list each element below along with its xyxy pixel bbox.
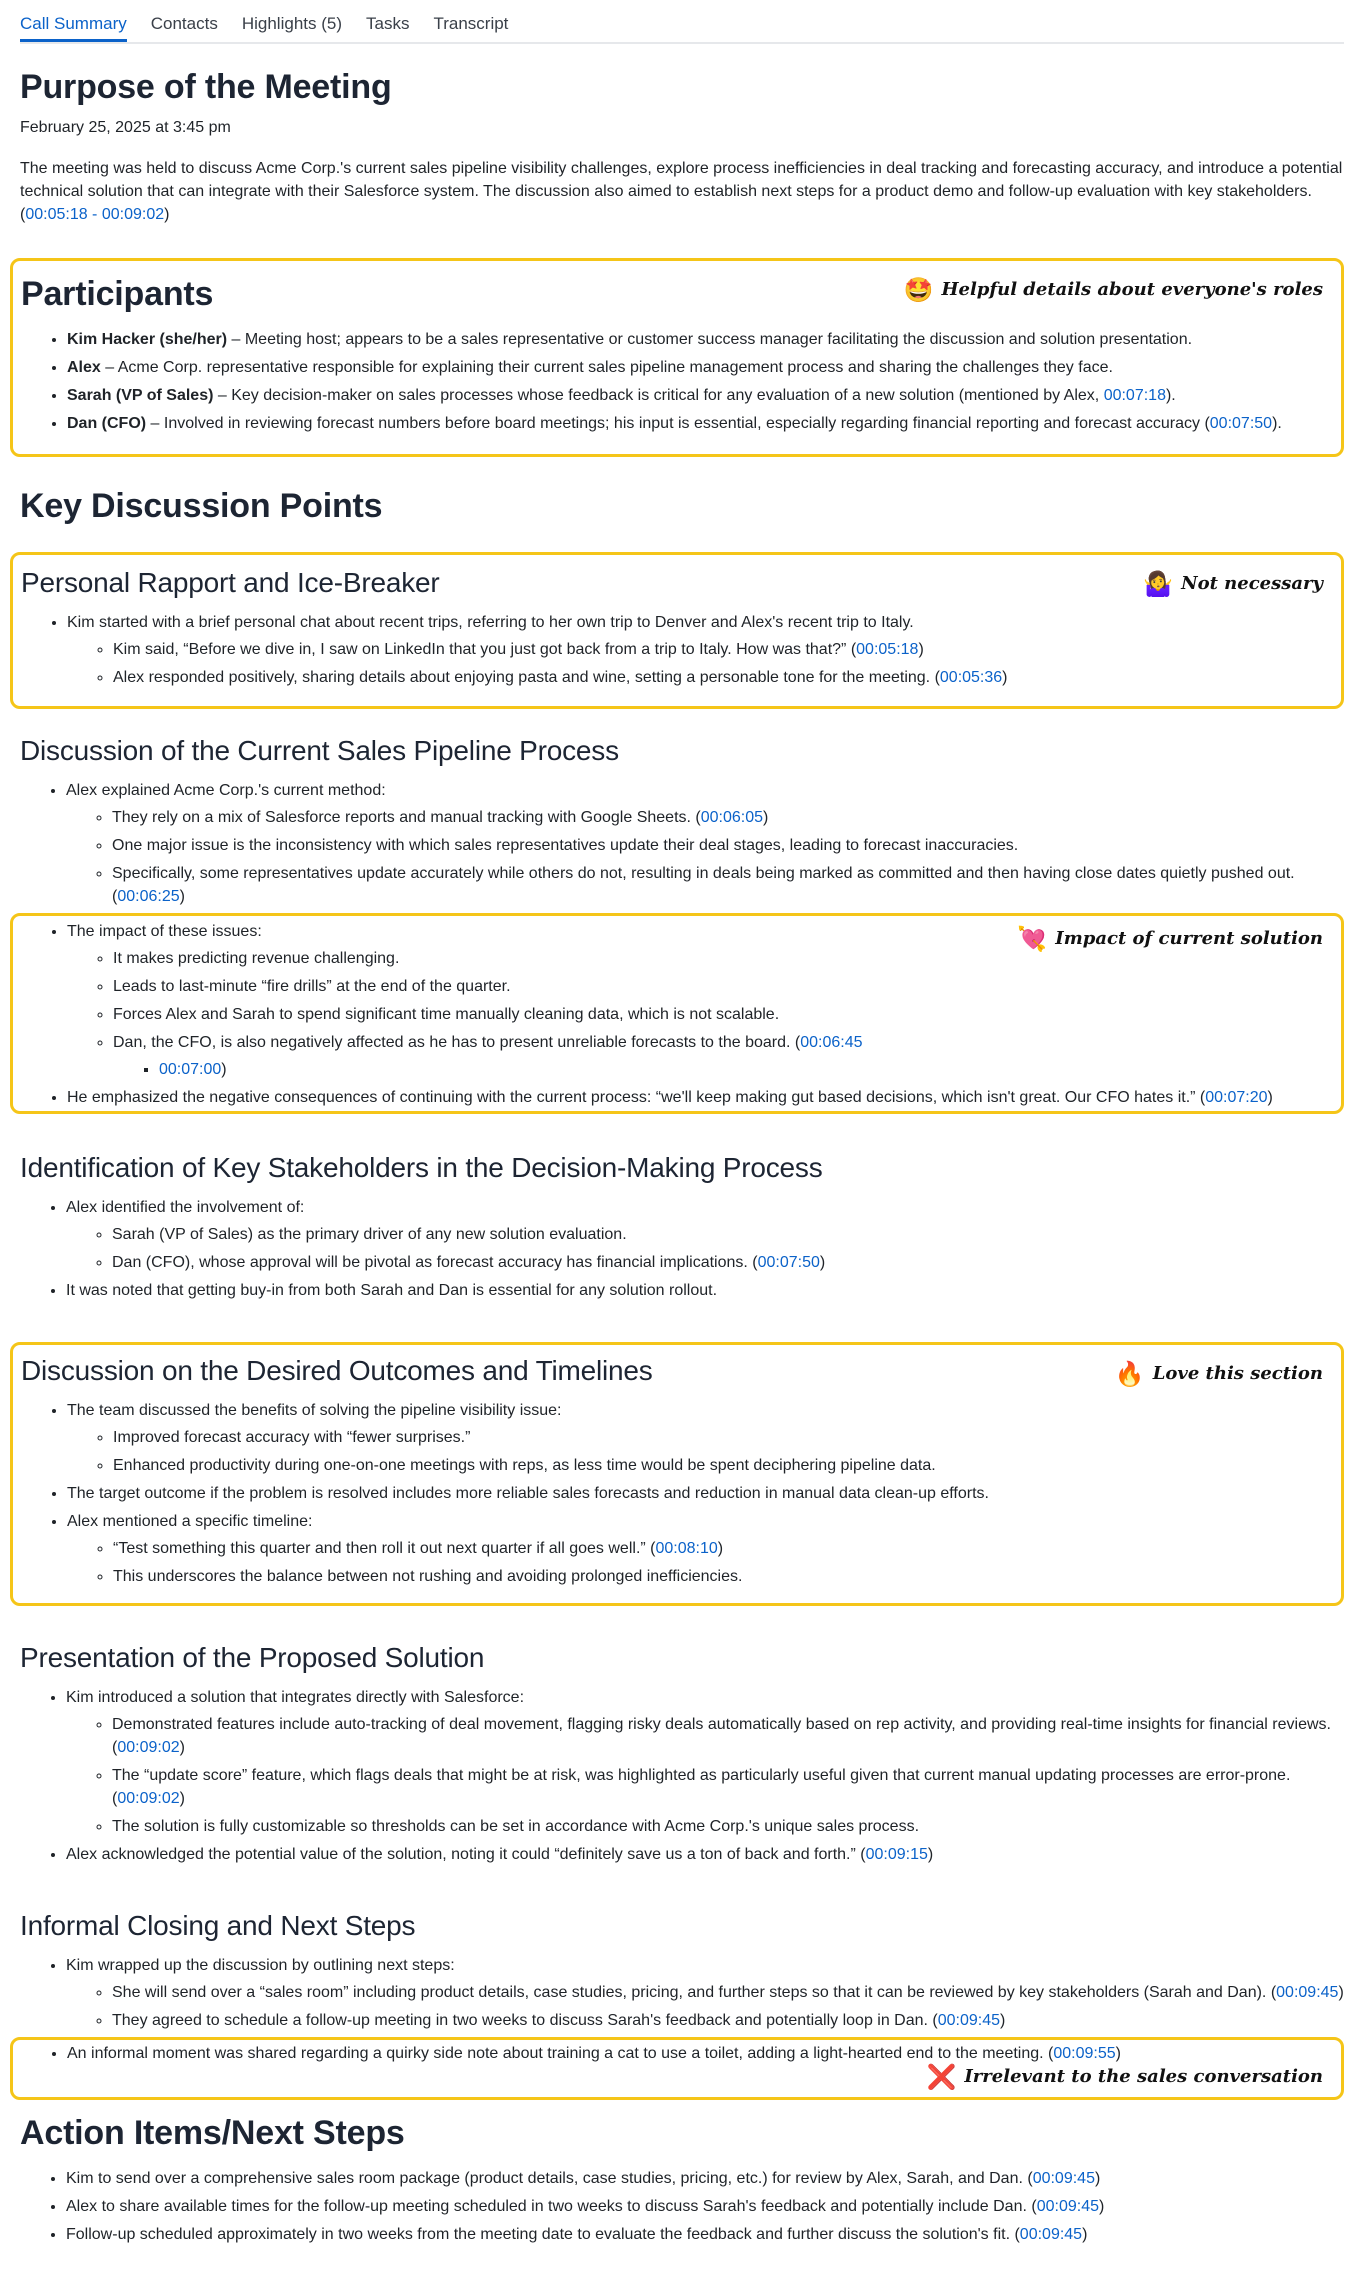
list-item-text: The “update score” feature, which flags deals that might be at risk, was highlighted as particularly useful given that current manual updating processes are error-prone. ( <box>112 1767 1291 1807</box>
list-item: ◦ They agreed to schedule a follow-up meeting in two weeks to discuss Sarah's feedback and potentially loop in Dan. (00:09:45) <box>112 2009 1344 2032</box>
list-item <box>66 1954 1344 2032</box>
tab-tasks[interactable]: Tasks <box>366 14 410 33</box>
solution-list <box>20 1686 1344 1866</box>
timestamp-link[interactable]: 00:06:05 <box>700 809 764 826</box>
stakeholders-list <box>20 1196 1344 1302</box>
highlight-note <box>927 2062 1324 2091</box>
sub-list <box>66 1713 1344 1838</box>
list-item: ◦ “Test something this quarter and then roll it out next quarter if all goes well.” (00:08:10) <box>113 1537 1333 1560</box>
list-item-text: Alex identified the involvement of: <box>66 1199 305 1216</box>
participant-desc: – Key decision-maker on sales processes whose feedback is critical for any evaluation of a new solution (mentioned by Alex, <box>213 387 1104 404</box>
participant-name: Kim Hacker (she/her) <box>67 331 228 348</box>
timestamp-link[interactable]: 00:06:25 <box>117 888 180 905</box>
timestamp-link[interactable]: 00:07:50 <box>757 1254 820 1271</box>
list-item <box>113 1003 1333 1026</box>
list-item-text: “Test something this quarter and then roll it out next quarter if all goes well.” ( <box>113 1540 656 1557</box>
action-item: • Alex to share available times for the follow-up meeting scheduled in two weeks to discuss Sarah's feedback and potentially include Dan. (00:09:45) <box>66 2195 1344 2218</box>
list-item-text: It makes predicting revenue challenging. <box>113 950 400 967</box>
list-item-text: The target outcome if the problem is resolved includes more reliable sales forecasts and reduction in manual data clean-up efforts. <box>67 1485 989 1502</box>
solution-section <box>20 1642 1344 1866</box>
sub-list <box>67 638 1333 689</box>
timestamp-link[interactable]: 00:08:10 <box>655 1540 718 1557</box>
action-item-text: Kim to send over a comprehensive sales room package (product details, case studies, pricing, etc.) for review by Alex, Sarah, and Dan. ( <box>66 2170 1033 2187</box>
list-item <box>66 1279 1344 1302</box>
solution-title: Presentation of the Proposed Solution <box>20 1642 485 1673</box>
pipeline-list <box>20 779 1344 908</box>
meeting-date: February 25, 2025 at 3:45 pm <box>20 119 231 136</box>
list-item <box>66 1196 1344 1274</box>
timestamp-link[interactable]: 00:09:55 <box>1053 2045 1116 2062</box>
highlight-note <box>1143 569 1323 598</box>
participant-tail: ). <box>1165 387 1176 404</box>
list-item-text: The team discussed the benefits of solving the pipeline visibility issue: <box>67 1402 562 1419</box>
action-item-text: Follow-up scheduled approximately in two weeks from the meeting date to evaluate the feedback and further discuss the solution's fit. ( <box>66 2226 1020 2243</box>
highlight-note-text: Irrelevant to the sales conversation <box>964 2066 1323 2087</box>
timestamp-link[interactable]: 00:09:45 <box>1032 2170 1095 2187</box>
list-item <box>113 1565 1333 1588</box>
list-item: ◦ Demonstrated features include auto-tracking of deal movement, flagging risky deals automatically based on rep activity, and providing real-time insights for financial reviews. (00:09:02) <box>112 1713 1344 1759</box>
list-item: ◦ Kim said, “Before we dive in, I saw on LinkedIn that you just got back from a trip to Italy. How was that?” (00:05:18) <box>113 638 1333 661</box>
timestamp-link[interactable]: 00:05:36 <box>939 669 1003 686</box>
rapport-list <box>21 611 1333 689</box>
highlight-note-text: Impact of current solution <box>1055 928 1323 949</box>
list-item-text: Improved forecast accuracy with “fewer surprises.” <box>113 1429 471 1446</box>
list-item <box>66 779 1344 908</box>
list-item-text: They agreed to schedule a follow-up meeting in two weeks to discuss Sarah's feedback and potentially loop in Dan. ( <box>112 2012 938 2029</box>
list-item: ◦ Dan (CFO), whose approval will be pivotal as forecast accuracy has financial implications. (00:07:50) <box>112 1251 1344 1274</box>
sub-sub-list <box>113 1058 1333 1081</box>
participant-item <box>67 412 1333 435</box>
list-item-text: Alex acknowledged the potential value of the solution, noting it could “definitely save us a ton of back and forth.” ( <box>66 1846 866 1863</box>
timestamp-link[interactable]: 00:07:18 <box>1103 387 1166 404</box>
list-item-text: Kim said, “Before we dive in, I saw on LinkedIn that you just got back from a trip to Italy. How was that?” ( <box>113 641 857 658</box>
list-item-text: Leads to last-minute “fire drills” at the end of the quarter. <box>113 978 511 995</box>
list-item: ◦ Alex responded positively, sharing details about enjoying pasta and wine, setting a personable tone for the meeting. (00:05:36) <box>113 666 1333 689</box>
list-item <box>112 834 1344 857</box>
closing-list <box>20 1954 1344 2032</box>
list-item <box>112 1815 1344 1838</box>
closing-section <box>20 1910 1344 2100</box>
list-item: ▪ 00:07:00) <box>159 1058 1333 1081</box>
highlight-impact <box>10 913 1344 1114</box>
participant-name: Sarah (VP of Sales) <box>67 387 214 404</box>
list-item-text: This underscores the balance between not rushing and avoiding prolonged inefficiencies. <box>113 1568 743 1585</box>
purpose-body: The meeting was held to discuss Acme Corp.'s current sales pipeline visibility challenges, explore process inefficiencies in deal tracking and forecasting accuracy, and introduce a potential technical solution that can integrate with their Salesforce system. The discussion also aimed to establish next steps for a product demo and follow-up evaluation with key stakeholders. <box>20 160 1343 200</box>
timestamp-link[interactable]: 00:05:18 - 00:09:02 <box>25 206 165 223</box>
list-item-text: The solution is fully customizable so thresholds can be set in accordance with Acme Corp.'s unique sales process. <box>112 1818 920 1835</box>
timestamp-link[interactable]: 00:09:15 <box>865 1846 928 1863</box>
sub-list <box>67 1537 1333 1588</box>
highlight-outcomes <box>10 1342 1344 1606</box>
timestamp-link[interactable]: 00:09:02 <box>117 1790 180 1807</box>
list-item <box>112 1223 1344 1246</box>
stakeholders-section <box>20 1152 1344 1302</box>
list-item <box>67 1510 1333 1588</box>
cross-mark-emoji-icon: ❌ <box>926 2062 957 2091</box>
list-item-text: Dan, the CFO, is also negatively affected as he has to present unreliable forecasts to the board. ( <box>113 1034 801 1051</box>
list-item-text: The impact of these issues: <box>67 923 262 940</box>
timestamp-link[interactable]: 00:09:45 <box>1036 2198 1099 2215</box>
list-item <box>113 1454 1333 1477</box>
outcomes-title: Discussion on the Desired Outcomes and Timelines <box>21 1355 653 1386</box>
key-points-title: Key Discussion Points <box>20 487 383 525</box>
list-item-text: Alex mentioned a specific timeline: <box>67 1513 313 1530</box>
tab-contacts[interactable]: Contacts <box>150 14 218 33</box>
list-item <box>67 1482 1333 1505</box>
action-item-text: Alex to share available times for the follow-up meeting scheduled in two weeks to discuss Sarah's feedback and potentially include Dan. ( <box>66 2198 1037 2215</box>
list-item-text: It was noted that getting buy-in from both Sarah and Dan is essential for any solution rollout. <box>66 1282 718 1299</box>
list-item-text: Forces Alex and Sarah to spend significant time manually cleaning data, which is not scalable. <box>113 1006 780 1023</box>
highlight-note <box>1115 1359 1323 1388</box>
list-item-text: He emphasized the negative consequences of continuing with the current process: “we'll keep making gut based decisions, which isn't great. Our CFO hates it.” ( <box>67 1089 1206 1106</box>
highlight-note <box>904 275 1323 304</box>
pipeline-section <box>20 735 1344 1114</box>
participants-title: Participants <box>21 275 214 313</box>
list-item-text: Kim introduced a solution that integrates directly with Salesforce: <box>66 1689 525 1706</box>
participant-item <box>67 328 1333 351</box>
participant-desc: – Acme Corp. representative responsible for explaining their current sales pipeline management process and sharing the challenges they face. <box>100 359 1113 376</box>
participant-item <box>67 384 1333 407</box>
list-item: ◦ She will send over a “sales room” including product details, case studies, pricing, and further steps so that it can be reviewed by key stakeholders (Sarah and Dan). (00:09:45) <box>112 1981 1344 2004</box>
list-item-text: She will send over a “sales room” including product details, case studies, pricing, and further steps so that it can be reviewed by key stakeholders (Sarah and Dan). ( <box>112 1984 1277 2001</box>
list-item-text: An informal moment was shared regarding a quirky side note about training a cat to use a toilet, adding a light-hearted end to the meeting. ( <box>67 2045 1054 2062</box>
list-item-text: Alex explained Acme Corp.'s current method: <box>66 782 386 799</box>
timestamp-link[interactable]: 00:09:45 <box>1019 2226 1083 2243</box>
list-item: ◦ They rely on a mix of Salesforce reports and manual tracking with Google Sheets. (00:06:05) <box>112 806 1344 829</box>
fire-emoji-icon: 🔥 <box>1114 1359 1145 1388</box>
timestamp-link[interactable]: 00:06:45 <box>800 1034 863 1051</box>
list-item <box>67 611 1333 689</box>
rapport-title: Personal Rapport and Ice-Breaker <box>21 567 440 598</box>
star-struck-emoji-icon: 🤩 <box>903 275 934 304</box>
list-item-text: One major issue is the inconsistency with which sales representatives update their deal stages, leading to forecast inaccuracies. <box>112 837 1019 854</box>
list-item-text: Demonstrated features include auto-tracking of deal movement, flagging risky deals automatically based on rep activity, and providing real-time insights for financial reviews. ( <box>112 1716 1331 1756</box>
sub-list <box>67 1426 1333 1477</box>
list-item-text: Kim started with a brief personal chat about recent trips, referring to her own trip to Denver and Alex's recent trip to Italy. <box>67 614 914 631</box>
list-item <box>66 1686 1344 1838</box>
sub-list <box>66 806 1344 908</box>
list-item-text: Dan (CFO), whose approval will be pivotal as forecast accuracy has financial implications. ( <box>112 1254 758 1271</box>
list-item <box>113 975 1333 998</box>
timestamp-link[interactable]: 00:09:45 <box>937 2012 1001 2029</box>
participant-name: Dan (CFO) <box>67 415 147 432</box>
list-item: • An informal moment was shared regarding a quirky side note about training a cat to use a toilet, adding a light-hearted end to the meeting. (00:09:55) <box>67 2042 1333 2065</box>
list-item: • Alex acknowledged the potential value of the solution, noting it could “definitely save us a ton of back and forth.” (00:09:15) <box>66 1843 1344 1866</box>
highlight-rapport <box>10 552 1344 709</box>
list-item <box>113 1031 1333 1081</box>
list-item: ◦ The “update score” feature, which flags deals that might be at risk, was highlighted as particularly useful given that current manual updating processes are error-prone. (00:09:02) <box>112 1764 1344 1810</box>
highlight-note-text: Love this section <box>1152 1363 1323 1384</box>
timestamp-link[interactable]: 00:07:20 <box>1205 1089 1268 1106</box>
timestamp-link[interactable]: 00:09:45 <box>1276 1984 1339 2001</box>
sub-list <box>67 947 1333 1081</box>
list-item-text: Sarah (VP of Sales) as the primary driver of any new solution evaluation. <box>112 1226 627 1243</box>
actions-title: Action Items/Next Steps <box>20 2114 405 2152</box>
participant-item <box>67 356 1333 379</box>
list-item <box>67 1399 1333 1477</box>
highlight-note <box>1017 924 1323 953</box>
tab-transcript[interactable]: Transcript <box>433 14 509 33</box>
action-item: • Follow-up scheduled approximately in two weeks from the meeting date to evaluate the feedback and further discuss the solution's fit. (00:09:45) <box>66 2223 1344 2246</box>
sub-list <box>66 1223 1344 1274</box>
participants-list <box>21 328 1333 435</box>
list-item-text: They rely on a mix of Salesforce reports and manual tracking with Google Sheets. ( <box>112 809 701 826</box>
purpose-title: Purpose of the Meeting <box>20 68 392 106</box>
list-item: • He emphasized the negative consequences of continuing with the current process: “we'll keep making gut based decisions, which isn't great. Our CFO hates it.” (00:07:20) <box>67 1086 1333 1109</box>
outcomes-list <box>21 1399 1333 1588</box>
participant-desc: – Involved in reviewing forecast numbers before board meetings; his input is essential, especially regarding financial reporting and forecast accuracy ( <box>146 415 1210 432</box>
list-item: ◦ Specifically, some representatives update accurately while others do not, resulting in deals being marked as committed and then having close dates quietly pushed out. (00:06:25) <box>112 862 1344 908</box>
stakeholders-title: Identification of Key Stakeholders in the Decision-Making Process <box>20 1152 823 1183</box>
timestamp-link[interactable]: 00:07:00 <box>159 1061 222 1078</box>
actions-list <box>20 2167 1344 2246</box>
list-item-text: Specifically, some representatives update accurately while others do not, resulting in deals being marked as committed and then having close dates quietly pushed out. ( <box>112 865 1295 905</box>
tab-bar <box>20 0 1344 44</box>
pipeline-title: Discussion of the Current Sales Pipeline Process <box>20 735 619 766</box>
sub-list <box>66 1981 1344 2032</box>
shrug-emoji-icon: 🤷‍♀️ <box>1143 569 1174 598</box>
highlight-closing <box>10 2037 1344 2100</box>
participant-desc: – Meeting host; appears to be a sales representative or customer success manager facilitating the discussion and solution presentation. <box>227 331 1193 348</box>
highlight-note-text: Not necessary <box>1181 573 1323 594</box>
list-item-text: Enhanced productivity during one-on-one meetings with reps, as less time would be spent deciphering pipeline data. <box>113 1457 936 1474</box>
participant-tail: ). <box>1272 415 1282 432</box>
closing-title: Informal Closing and Next Steps <box>20 1910 416 1941</box>
list-item-text: Kim wrapped up the discussion by outlining next steps: <box>66 1957 455 1974</box>
timestamp-link[interactable]: 00:07:50 <box>1209 415 1273 432</box>
list-item-text: Alex responded positively, sharing details about enjoying pasta and wine, setting a personable tone for the meeting. ( <box>113 669 940 686</box>
timestamp-link[interactable]: 00:09:02 <box>117 1739 180 1756</box>
highlight-participants <box>10 258 1344 457</box>
list-item <box>113 1426 1333 1449</box>
tab-call-summary[interactable]: Call Summary <box>20 14 127 42</box>
tab-highlights[interactable]: Highlights (5) <box>241 14 342 33</box>
participant-name: Alex <box>67 359 101 376</box>
action-item: • Kim to send over a comprehensive sales room package (product details, case studies, pricing, etc.) for review by Alex, Sarah, and Dan. (00:09:45) <box>66 2167 1344 2190</box>
timestamp-link[interactable]: 00:05:18 <box>856 641 919 658</box>
highlight-note-text: Helpful details about everyone's roles <box>941 279 1323 300</box>
heart-arrow-emoji-icon: 💘 <box>1017 924 1048 953</box>
purpose-text: The meeting was held to discuss Acme Corp.'s current sales pipeline visibility challenges, explore process inefficiencies in deal tracking and forecasting accuracy, and introduce a potential technical solution that can integrate with their Salesforce system. The discussion also aimed to establish next steps for a product demo and follow-up evaluation with key stakeholders. (00:05:18 - 00:09:02) <box>20 160 1343 223</box>
